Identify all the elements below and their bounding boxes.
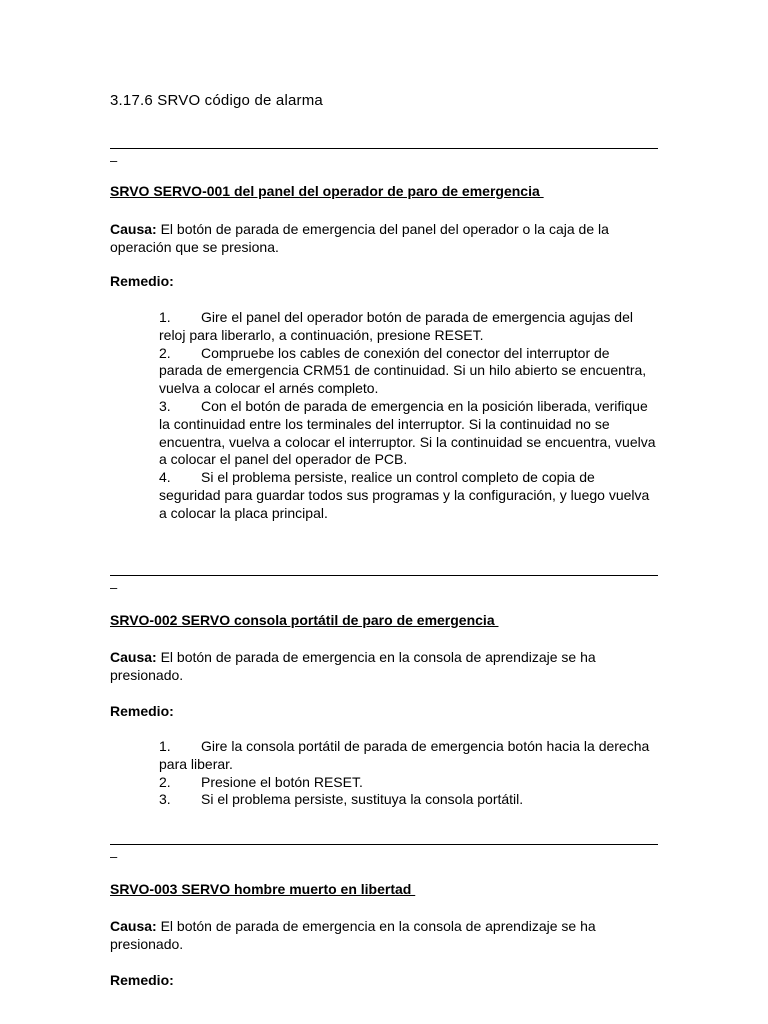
step-number: 3. (159, 397, 171, 414)
step-number: 2. (159, 344, 171, 361)
remedy-steps (159, 309, 657, 523)
list-item (159, 774, 657, 792)
step-text: Con el botón de parada de emergencia en la posición liberada, verifique la continuidad entre los terminales del interruptor. Si la continuidad no se encuentra, vuelva a colocar el interruptor. Si la continuidad se encuentra, vuelva a colocar el panel del operador de PCB. (159, 397, 656, 468)
remedy-steps (159, 738, 657, 809)
step-number: 1. (159, 309, 171, 325)
separator-tail: – (110, 580, 118, 595)
cause-label: Causa: (110, 221, 157, 237)
step-text: Si el problema persiste, sustituya la consola portátil. (201, 791, 524, 808)
cause-text: El botón de parada de emergencia en la consola de aprendizaje se ha presionado. (110, 918, 596, 952)
page-title: 3.17.6 SRVO código de alarma (110, 92, 323, 109)
list-item (159, 345, 657, 398)
cause-text: El botón de parada de emergencia en la consola de aprendizaje se ha presionado. (110, 649, 596, 683)
section-separator (110, 136, 658, 168)
step-text: Compruebe los cables de conexión del conector del interruptor de parada de emergencia CRM51 de continuidad. Si un hilo abierto se encuentra, vuelva a colocar el arnés completo. (159, 344, 647, 397)
list-item (159, 738, 657, 774)
cause-label: Causa: (110, 649, 157, 665)
step-number: 3. (159, 791, 171, 808)
section-heading-srvo-002: SRVO-002 SERVO consola portátil de paro de emergencia (110, 612, 499, 628)
separator-line (110, 136, 658, 149)
section-heading-srvo-001: SRVO SERVO-001 del panel del operador de paro de emergencia (110, 183, 544, 199)
list-item (159, 309, 657, 345)
list-item (159, 469, 657, 522)
cause-text: El botón de parada de emergencia del panel del operador o la caja de la operación que se presiona. (110, 221, 609, 255)
cause-paragraph (110, 220, 655, 256)
step-text: Gire el panel del operador botón de parada de emergencia agujas del reloj para liberarlo, a continuación, presione RESET. (159, 309, 633, 343)
cause-paragraph (110, 648, 655, 684)
remedy-label: Remedio: (110, 703, 174, 719)
separator-line (110, 563, 658, 576)
cause-label: Causa: (110, 918, 157, 934)
step-number: 4. (159, 469, 171, 486)
step-text: Si el problema persiste, realice un control completo de copia de seguridad para guardar todos sus programas y la configuración, y luego vuelva a colocar la placa principal. (159, 469, 650, 521)
remedy-label: Remedio: (110, 972, 174, 988)
step-text: Gire la consola portátil de parada de emergencia botón hacia la derecha para liberar. (159, 738, 650, 772)
list-item (159, 791, 657, 809)
separator-line (110, 832, 658, 845)
section-heading-srvo-003: SRVO-003 SERVO hombre muerto en libertad (110, 881, 416, 897)
remedy-label: Remedio: (110, 273, 174, 289)
separator-tail: – (110, 153, 118, 168)
step-number: 2. (159, 773, 171, 790)
section-separator (110, 832, 658, 864)
section-separator (110, 563, 658, 595)
separator-tail: – (110, 849, 118, 864)
cause-paragraph (110, 917, 655, 953)
step-number: 1. (159, 738, 171, 754)
step-text: Presione el botón RESET. (201, 773, 363, 790)
list-item (159, 398, 657, 469)
